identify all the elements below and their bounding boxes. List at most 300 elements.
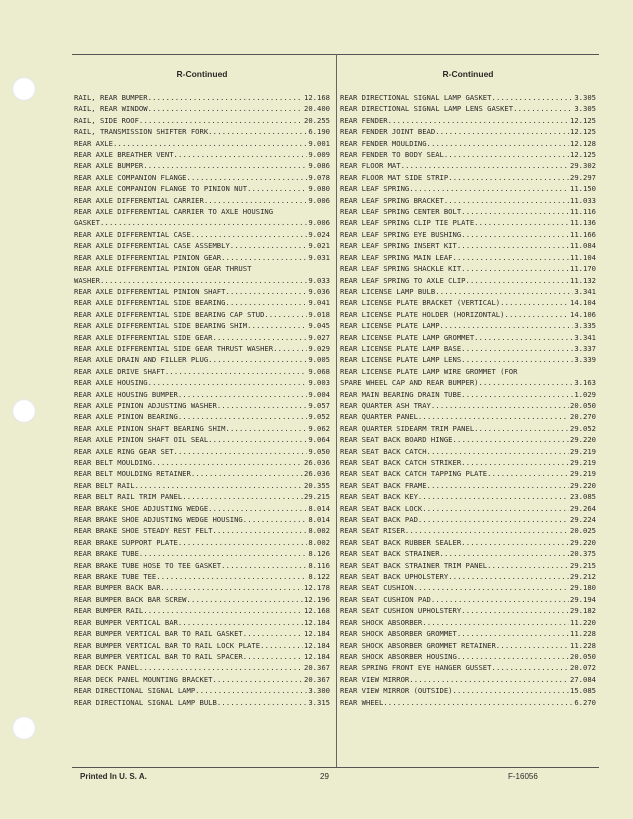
index-entry: [340, 332, 596, 343]
dot-leader: [156, 571, 307, 582]
dot-leader: [435, 286, 573, 297]
dot-leader: [191, 468, 303, 479]
index-entry: [340, 697, 596, 708]
index-entry: [340, 468, 596, 479]
entry-name: REAR DIRECTIONAL SIGNAL LAMP BULB: [74, 697, 217, 707]
dot-leader: [487, 468, 569, 479]
entry-name: RAIL, SIDE ROOF: [74, 115, 139, 125]
part-number: 3.163: [574, 378, 596, 388]
index-entry: [340, 446, 596, 457]
index-entry: [340, 423, 596, 434]
entry-name: REAR BRAKE TUBE TEE: [74, 572, 157, 582]
entry-name: WASHER: [74, 275, 100, 285]
entry-name: RAIL, REAR BUMPER: [74, 93, 148, 102]
part-number: 12.184: [304, 629, 330, 639]
index-entry: [74, 697, 330, 708]
entry-name: REAR SHOCK ABSORBER GROMMET RETAINER: [340, 640, 496, 650]
entry-name: REAR AXLE HOUSING: [74, 378, 148, 388]
entry-name: REAR SHOCK ABSORBER GROMMET: [340, 629, 457, 639]
index-entry: [74, 160, 330, 171]
index-entry: [340, 628, 596, 639]
entry-line: [74, 514, 330, 525]
dot-leader: [230, 240, 308, 251]
index-entry: [340, 229, 596, 240]
index-entry: [74, 674, 330, 685]
entry-line: [74, 571, 330, 582]
entry-line: [340, 149, 596, 160]
entry-name: REAR SEAT BACK RUBBER SEALER: [340, 537, 462, 547]
entry-list: [340, 92, 596, 708]
dot-leader: [444, 195, 569, 206]
part-number: 12.196: [304, 594, 330, 604]
dot-leader: [461, 354, 573, 365]
dot-leader: [461, 206, 569, 217]
dot-leader: [401, 160, 569, 171]
dot-leader: [418, 411, 569, 422]
entry-line: [74, 411, 330, 422]
index-entry: [74, 685, 330, 696]
column-heading: R-Continued: [442, 69, 494, 79]
dot-leader: [453, 434, 570, 445]
entry-name: REAR WHEEL: [340, 697, 384, 707]
part-number: 11.116: [570, 207, 596, 217]
part-number: 3.335: [574, 321, 596, 331]
part-number: 1.029: [574, 389, 596, 399]
dot-leader: [461, 389, 573, 400]
part-number: 11.220: [570, 617, 596, 627]
entry-line: [340, 389, 596, 400]
entry-name: REAR AXLE PINION ADJUSTING WASHER: [74, 400, 217, 410]
entry-name: REAR AXLE HOUSING BUMPER: [74, 389, 178, 399]
entry-line: [340, 115, 596, 126]
entry-name: REAR SHOCK ABSORBER: [340, 617, 423, 627]
part-number: 20.270: [570, 412, 596, 422]
dot-leader: [466, 275, 570, 286]
dot-leader: [491, 662, 569, 673]
entry-line: [340, 411, 596, 422]
entry-line: [340, 434, 596, 445]
dot-leader: [431, 594, 569, 605]
entry-name: REAR FENDER: [340, 115, 388, 125]
part-number: 12.168: [304, 93, 330, 102]
entry-name: REAR LEAF SPRING SHACKLE KIT: [340, 264, 462, 274]
entry-name: REAR LICENSE PLATE BRACKET (VERTICAL): [340, 298, 501, 308]
entry-line: [340, 263, 596, 274]
entry-name: REAR AXLE DIFFERENTIAL CARRIER: [74, 195, 204, 205]
column-heading: R-Continued: [176, 69, 228, 79]
entry-name: REAR AXLE DIFFERENTIAL PINION GEAR: [74, 252, 222, 262]
part-number: 20.400: [304, 104, 330, 114]
entry-line: [340, 400, 596, 411]
index-entry: [74, 594, 330, 605]
index-entry: [340, 160, 596, 171]
part-number: 15.085: [570, 686, 596, 696]
part-number: 9.033: [308, 275, 330, 285]
index-entry: [74, 548, 330, 559]
entry-line: [74, 582, 330, 593]
entry-name: REAR AXLE: [74, 138, 113, 148]
dot-leader: [444, 149, 569, 160]
part-number: 29.264: [570, 503, 596, 513]
index-entry: [340, 149, 596, 160]
part-number: 29.224: [570, 515, 596, 525]
part-number: 9.045: [308, 321, 330, 331]
entry-line: [340, 594, 596, 605]
binder-hole-middle: [12, 399, 36, 423]
index-entry: [340, 491, 596, 502]
entry-line: [74, 286, 330, 297]
dot-leader: [225, 297, 307, 308]
entry-name: REAR AXLE RING GEAR SET: [74, 446, 174, 456]
entry-name: REAR SEAT RISER: [340, 526, 405, 536]
entry-name: REAR BRAKE TUBE HOSE TO TEE GASKET: [74, 560, 222, 570]
dot-leader: [247, 320, 307, 331]
dot-leader: [496, 640, 569, 651]
entry-line: [340, 571, 596, 582]
entry-name: REAR LICENSE PLATE LAMP LENS: [340, 355, 462, 365]
entry-name: REAR LEAF SPRING BRACKET: [340, 195, 444, 205]
dot-leader: [243, 628, 303, 639]
part-number: 3.341: [574, 332, 596, 342]
entry-line: [340, 275, 596, 286]
entry-line: [74, 594, 330, 605]
part-number: 3.300: [308, 686, 330, 696]
index-entry: [340, 400, 596, 411]
entry-line: [74, 457, 330, 468]
part-number: 12.184: [304, 640, 330, 650]
entry-line: [340, 468, 596, 479]
dot-leader: [174, 446, 308, 457]
index-entry: [340, 662, 596, 673]
index-entry: [340, 206, 596, 217]
index-entry: [340, 103, 596, 114]
part-number: 9.041: [308, 298, 330, 308]
part-number: 20.355: [304, 480, 330, 490]
dot-leader: [453, 685, 570, 696]
entry-line: [340, 252, 596, 263]
entry-name: REAR SEAT BACK CATCH STRIKER: [340, 458, 462, 467]
entry-name: REAR LICENSE PLATE LAMP GROMMET: [340, 332, 475, 342]
entry-line: [74, 320, 330, 331]
entry-name: REAR SPRING FRONT EYE HANGER GUSSET: [340, 663, 492, 673]
part-number: 26.036: [304, 469, 330, 479]
dot-leader: [461, 229, 569, 240]
part-number: 9.078: [308, 172, 330, 182]
part-number: 20.375: [570, 549, 596, 559]
entry-name: REAR AXLE DIFFERENTIAL CASE ASSEMBLY: [74, 241, 230, 251]
index-entry: [74, 172, 330, 183]
dot-leader: [448, 571, 569, 582]
part-number: 8.002: [308, 537, 330, 547]
dot-leader: [204, 195, 308, 206]
index-entry: [74, 354, 330, 365]
entry-line: [74, 149, 330, 160]
index-entry: [340, 582, 596, 593]
dot-leader: [148, 92, 303, 103]
dot-leader: [243, 514, 308, 525]
dot-leader: [461, 457, 569, 468]
part-number: 9.004: [308, 389, 330, 399]
entry-name: REAR SEAT CUSHION: [340, 583, 414, 593]
entry-line: [74, 605, 330, 616]
entry-name: REAR AXLE DIFFERENTIAL SIDE BEARING: [74, 298, 226, 308]
part-number: 9.029: [308, 343, 330, 353]
dot-leader: [139, 115, 303, 126]
entry-line: [74, 389, 330, 400]
printed-note: Printed In U. S. A.: [80, 772, 147, 781]
entry-name: REAR FENDER MOULDING: [340, 138, 427, 148]
part-number: 9.036: [308, 286, 330, 296]
index-entry: [74, 332, 330, 343]
index-entry: [340, 92, 596, 103]
entry-name: SPARE WHEEL CAP AND REAR BUMPER): [340, 378, 479, 388]
dot-leader: [113, 138, 307, 149]
entry-name: REAR BELT RAIL: [74, 480, 135, 490]
index-entry: [340, 434, 596, 445]
part-number: 12.125: [570, 150, 596, 160]
entry-name: REAR SEAT CUSHION PAD: [340, 594, 431, 604]
entry-line: [74, 160, 330, 171]
index-entry: [74, 400, 330, 411]
dot-leader: [208, 126, 307, 137]
index-entry: [74, 525, 330, 536]
entry-name: REAR LEAF SPRING EYE BUSHING: [340, 229, 462, 239]
index-entry: [74, 491, 330, 502]
entry-line: [340, 160, 596, 171]
index-entry: [340, 297, 596, 308]
part-number: 29.194: [570, 594, 596, 604]
dot-leader: [217, 400, 308, 411]
entry-name: REAR FLOOR MAT SIDE STRIP: [340, 172, 449, 182]
entry-name: REAR BELT MOULDING: [74, 458, 152, 467]
part-number: 29.052: [570, 423, 596, 433]
index-entry: [74, 537, 330, 548]
part-number: 9.005: [308, 355, 330, 365]
index-entry: [74, 366, 330, 377]
dot-leader: [225, 286, 307, 297]
index-entry: [340, 138, 596, 149]
part-number: 9.009: [308, 150, 330, 160]
part-number: 11.150: [570, 184, 596, 194]
dot-leader: [247, 183, 307, 194]
index-entry: [340, 560, 596, 571]
part-number: 11.228: [570, 640, 596, 650]
index-column-left: [74, 66, 330, 708]
entry-line: [74, 628, 330, 639]
entry-line: [340, 548, 596, 559]
index-entry: [74, 571, 330, 582]
entry-line: [74, 537, 330, 548]
index-entry: [74, 651, 330, 662]
entry-name: REAR BUMPER VERTICAL BAR TO RAIL LOCK PLATE: [74, 640, 261, 650]
index-entry: [340, 457, 596, 468]
entry-line: [340, 423, 596, 434]
part-number: 6.270: [574, 697, 596, 707]
entry-name: REAR VIEW MIRROR (OUTSIDE): [340, 686, 453, 696]
entry-name: REAR BUMPER VERTICAL BAR TO RAIL SPACER: [74, 651, 243, 661]
part-number: 8.116: [308, 560, 330, 570]
index-entry: [74, 411, 330, 422]
dot-leader: [161, 582, 303, 593]
index-entry: [340, 275, 596, 286]
entry-line: [74, 651, 330, 662]
part-number: 12.125: [570, 127, 596, 137]
entry-line: [74, 217, 330, 228]
index-entry: [74, 434, 330, 445]
entry-name: REAR BUMPER RAIL: [74, 606, 144, 616]
entry-line: [74, 617, 330, 628]
dot-leader: [427, 446, 569, 457]
entry-name: REAR AXLE DIFFERENTIAL CASE: [74, 229, 191, 239]
entry-line: [74, 697, 330, 708]
entry-line: [74, 400, 330, 411]
entry-line: [74, 126, 330, 137]
page-number: 29: [320, 772, 329, 781]
part-number: 9.001: [308, 138, 330, 148]
entry-name: REAR AXLE DIFFERENTIAL SIDE BEARING SHIM: [74, 321, 248, 331]
entry-name: REAR BELT MOULDING RETAINER: [74, 469, 191, 479]
binder-hole-top: [12, 77, 36, 101]
dot-leader: [448, 172, 569, 183]
dot-leader: [143, 160, 307, 171]
part-number: 12.184: [304, 651, 330, 661]
entry-name: REAR SEAT BACK KEY: [340, 492, 418, 502]
part-number: 27.084: [570, 674, 596, 684]
entry-line: [340, 605, 596, 616]
entry-name: REAR SEAT BACK CATCH TAPPING PLATE: [340, 469, 488, 479]
dot-leader: [474, 217, 569, 228]
entry-name: REAR AXLE DIFFERENTIAL SIDE GEAR: [74, 332, 213, 342]
part-number: 9.080: [308, 184, 330, 194]
dot-leader: [422, 617, 569, 628]
entry-line: [340, 195, 596, 206]
dot-leader: [478, 377, 573, 388]
entry-line: [74, 172, 330, 183]
entry-line: [340, 240, 596, 251]
index-entry: [340, 354, 596, 365]
index-entry: [74, 263, 330, 286]
entry-list: [74, 92, 330, 708]
entry-line: [340, 651, 596, 662]
entry-line: [340, 217, 596, 228]
part-number: 29.212: [570, 572, 596, 582]
entry-line: [340, 286, 596, 297]
dot-leader: [165, 366, 307, 377]
entry-line: [74, 309, 330, 320]
part-number: 9.024: [308, 229, 330, 239]
entry-line: [340, 628, 596, 639]
index-column-right: [340, 66, 596, 708]
dot-leader: [212, 332, 307, 343]
entry-line: [74, 685, 330, 696]
entry-line: [340, 183, 596, 194]
part-number: 11.170: [570, 264, 596, 274]
part-number: 20.050: [570, 400, 596, 410]
dot-leader: [461, 263, 569, 274]
part-number: 9.052: [308, 412, 330, 422]
entry-line: [74, 366, 330, 377]
index-entry: [74, 206, 330, 229]
entry-name: REAR SEAT CUSHION UPHOLSTERY: [340, 606, 462, 616]
part-number: 9.018: [308, 309, 330, 319]
entry-line: [340, 446, 596, 457]
entry-name: REAR AXLE PINION SHAFT OIL SEAL: [74, 435, 209, 445]
index-entry: [74, 457, 330, 468]
part-number: 14.106: [570, 309, 596, 319]
dot-leader: [457, 651, 569, 662]
index-entry: [74, 628, 330, 639]
index-entry: [340, 309, 596, 320]
part-number: 12.178: [304, 583, 330, 593]
entry-line: [74, 229, 330, 240]
index-entry: [340, 389, 596, 400]
index-entry: [74, 468, 330, 479]
dot-leader: [273, 343, 307, 354]
index-entry: [74, 377, 330, 388]
dot-leader: [208, 434, 307, 445]
entry-name: REAR AXLE DIFFERENTIAL PINION SHAFT: [74, 286, 226, 296]
dot-leader: [148, 103, 303, 114]
entry-name-line1: REAR AXLE DIFFERENTIAL CARRIER TO AXLE HOUSING: [74, 207, 274, 217]
part-number: 29.215: [304, 492, 330, 502]
index-entry: [340, 366, 596, 389]
part-number: 20.050: [570, 651, 596, 661]
part-number: 9.057: [308, 400, 330, 410]
entry-line: [74, 343, 330, 354]
entry-line: [74, 332, 330, 343]
entry-name: REAR LICENSE LAMP BULB: [340, 286, 436, 296]
entry-line: [74, 491, 330, 502]
dot-leader: [427, 480, 569, 491]
index-entry: [74, 229, 330, 240]
entry-line: [340, 206, 596, 217]
index-entry: [74, 503, 330, 514]
entry-line: [340, 320, 596, 331]
entry-name: RAIL, TRANSMISSION SHIFTER FORK: [74, 127, 209, 137]
dot-leader: [100, 217, 307, 228]
dot-leader: [139, 548, 307, 559]
index-entry: [340, 685, 596, 696]
entry-name: REAR BRAKE SHOE STEADY REST FELT: [74, 526, 213, 536]
dot-leader: [174, 149, 308, 160]
part-number: 29.180: [570, 583, 596, 593]
part-number: 11.084: [570, 241, 596, 251]
part-number: 9.031: [308, 252, 330, 262]
entry-name: REAR LEAF SPRING CENTER BOLT: [340, 207, 462, 217]
entry-name: REAR BUMPER BACK BAR: [74, 583, 161, 593]
entry-name: REAR AXLE BUMPER: [74, 161, 144, 171]
index-entry: [74, 514, 330, 525]
entry-name: REAR BRAKE SHOE ADJUSTING WEDGE HOUSING: [74, 515, 243, 525]
dot-leader: [487, 560, 569, 571]
entry-name: REAR LEAF SPRING CLIP TIE PLATE: [340, 218, 475, 228]
dot-leader: [440, 320, 574, 331]
part-number: 8.014: [308, 503, 330, 513]
index-entry: [340, 480, 596, 491]
bottom-rule: [72, 767, 599, 768]
index-entry: [74, 103, 330, 114]
entry-name: REAR AXLE DIFFERENTIAL SIDE BEARING CAP STUD..: [74, 309, 274, 319]
part-number: 23.085: [570, 492, 596, 502]
index-entry: [340, 605, 596, 616]
dot-leader: [187, 172, 308, 183]
entry-name: REAR BUMPER BACK BAR SCREW: [74, 594, 187, 604]
dot-leader: [388, 115, 569, 126]
index-entry: [74, 149, 330, 160]
part-number: 8.002: [308, 526, 330, 536]
index-entry: [340, 594, 596, 605]
dot-leader: [178, 389, 308, 400]
